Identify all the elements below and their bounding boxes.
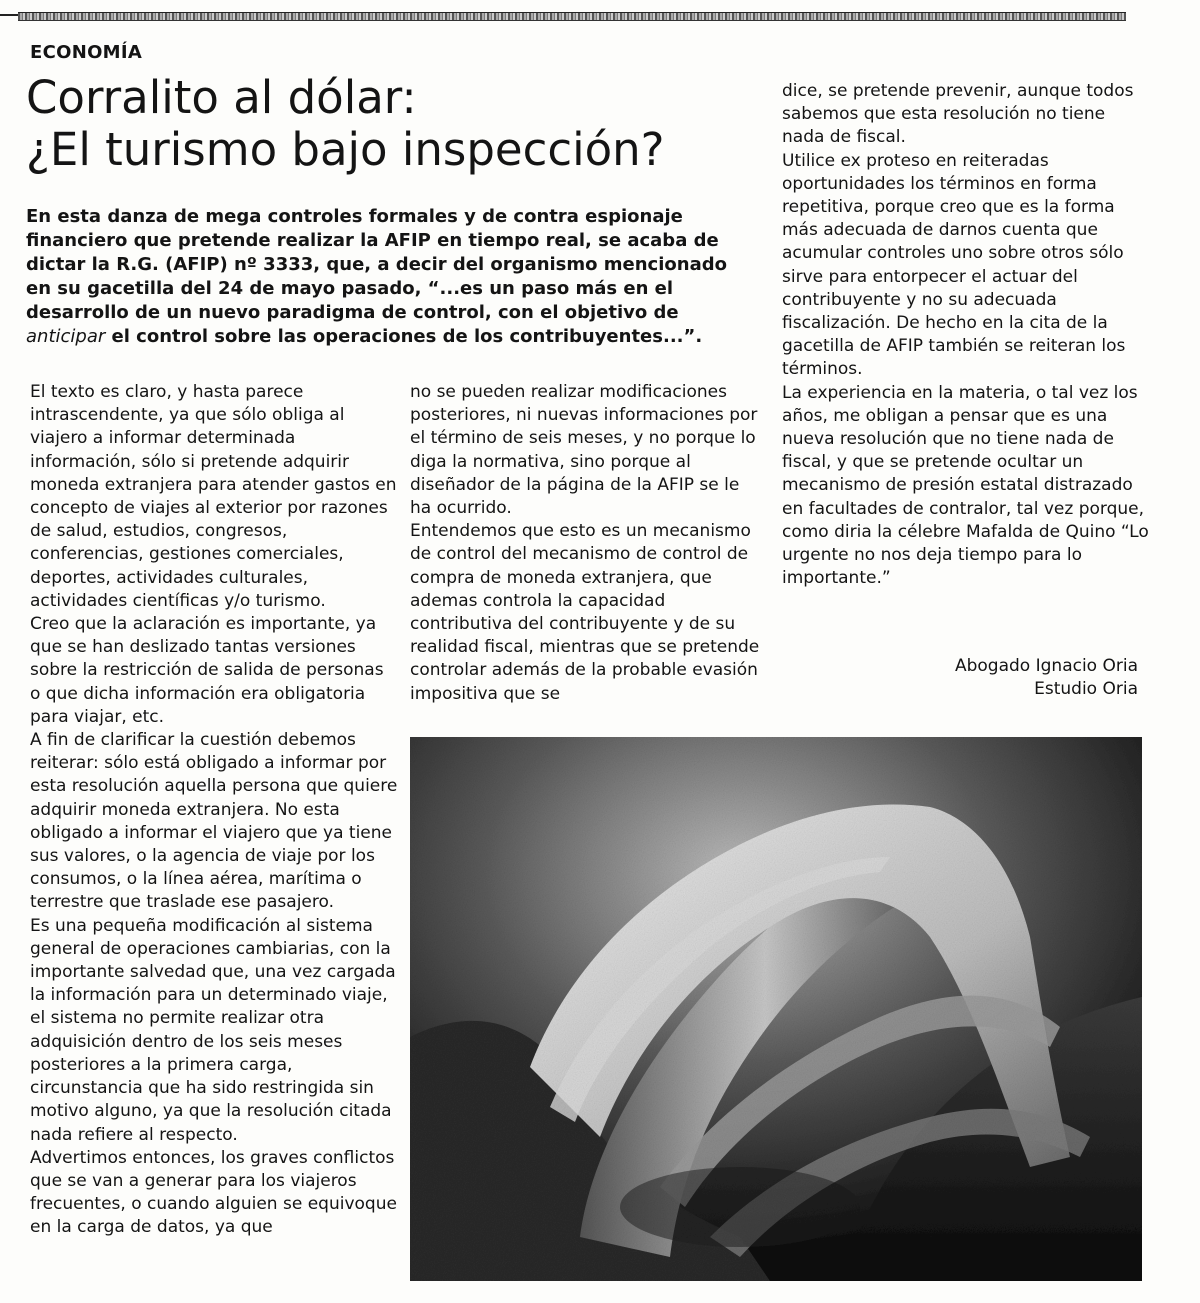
lead-text-before: En esta danza de mega controles formales y de contra espionaje financiero que pretende realizar la AFIP en tiempo real, se acaba de dictar la R.G. (AFIP) nº 3333, que, a decir del organismo mencionado en su gacetilla del 24 de mayo pasado, “...es un paso más en el desarrollo de un nuevo paradigma de control, con el objetivo de <box>26 206 727 323</box>
top-decorative-band <box>18 12 1126 21</box>
paragraph: no se pueden realizar modificaciones posteriores, ni nuevas informaciones por el término de seis meses, y no porque lo diga la normativa, sino porque al diseñador de la página de la AFIP se le ha ocurrido. <box>410 382 758 519</box>
paragraph: Entendemos que esto es un mecanismo de control del mecanismo de control de compra de moneda extranjera, que ademas controla la capacidad contributiva del contribuyente y de su realidad fiscal, mientras que se pretende controlar además de la probable evasión impositiva que se <box>410 521 760 704</box>
author-firm: Estudio Oria <box>1034 679 1138 699</box>
lead-text-after: el control sobre las operaciones de los contribuyentes...”. <box>105 326 703 347</box>
paragraph: Es una pequeña modificación al sistema general de operaciones cambiarias, con la importante salvedad que, una vez cargada la información para un determinado viaje, el sistema no permite realizar otra adquisición dentro de los seis meses posteriores a la primera carga, circunstancia que ha sido restringida sin motivo alguno, ya que la resolución citada nada refiere al respecto. <box>30 915 396 1145</box>
open-book-image <box>410 737 1142 1281</box>
lead-emphasis: anticipar <box>26 326 106 347</box>
paragraph: La experiencia en la materia, o tal vez los años, me obligan a pensar que es una nueva resolución que no tiene nada de fiscal, y que se pretende ocultar un mecanismo de presión estatal distrazado en facultades de contralor, tal vez porque, como diria la célebre Mafalda de Quino “Lo urgente no nos deja tiempo para lo importante.” <box>782 382 1149 589</box>
article-column-1 <box>30 381 398 1240</box>
article-title <box>26 72 766 176</box>
article-column-2 <box>410 381 760 706</box>
section-label: ECONOMÍA <box>30 42 143 63</box>
paragraph: El texto es claro, y hasta parece intrascendente, ya que sólo obliga al viajero a informar determinada información, sólo si pretende adquirir moneda extranjera para atender gastos en concepto de viajes al exterior por razones de salud, estudios, congresos, conferencias, gestiones comerciales, deportes, actividades culturales, actividades científicas y/o turismo. <box>30 382 397 611</box>
author-signature <box>955 655 1138 701</box>
title-line-2: ¿El turismo bajo inspección? <box>26 123 665 176</box>
author-name: Abogado Ignacio Oria <box>954 656 1138 676</box>
lead-paragraph <box>26 205 748 349</box>
paragraph: Advertimos entonces, los graves conflictos que se van a generar para los viajeros frecuentes, o cuando alguien se equivoque en la carga de datos, ya que <box>30 1147 397 1238</box>
paragraph: Creo que la aclaración es importante, ya que se han deslizado tantas versiones sobre la restricción de salida de personas o que dicha información era obligatoria para viajar, etc. <box>30 614 384 727</box>
article-photo <box>410 737 1142 1281</box>
article-column-3 <box>782 80 1152 590</box>
paragraph: A fin de clarificar la cuestión debemos reiterar: sólo está obligado a informar por esta resolución aquella persona que quiere adquirir moneda extranjera. No esta obligado a informar el viajero que ya tiene sus valores, o la agencia de viaje por los consumos, o la línea aérea, marítima o terrestre que traslade ese pasajero. <box>30 730 398 913</box>
paragraph: Utilice ex proteso en reiteradas oportunidades los términos en forma repetitiva, porque creo que es la forma más adecuada de darnos cuenta que acumular controles uno sobre otros sólo sirve para entorpecer el actuar del contribuyente y no su adecuada fiscalización. De hecho en la cita de la gacetilla de AFIP también se reiteran los términos. <box>782 150 1126 380</box>
title-line-1: Corralito al dólar: <box>26 71 417 124</box>
paragraph: dice, se pretende prevenir, aunque todos sabemos que esta resolución no tiene nada de fiscal. <box>782 81 1134 148</box>
